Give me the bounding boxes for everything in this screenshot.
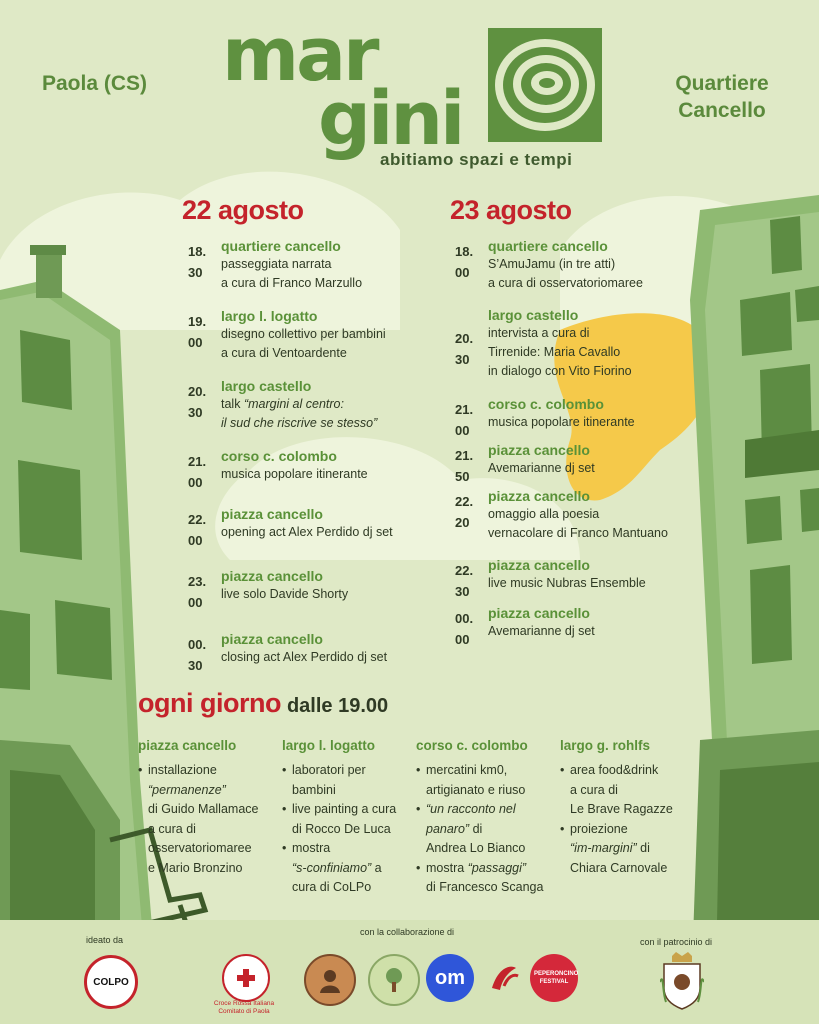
event-place: largo castello bbox=[488, 307, 579, 323]
event-desc: musica popolare itinerante bbox=[221, 467, 368, 481]
event-desc: opening act Alex Perdido dj set bbox=[221, 525, 393, 539]
event-place: piazza cancello bbox=[488, 557, 590, 573]
event-hour: 20. bbox=[455, 331, 474, 346]
event-place: largo l. logatto bbox=[221, 308, 318, 324]
tree-icon bbox=[380, 966, 408, 994]
event-desc: disegno collettivo per bambini a cura di Ventoardente bbox=[221, 327, 386, 360]
event-place: largo castello bbox=[221, 378, 312, 394]
event-desc: S’AmuJamu (in tre atti) a cura di osservatoriomaree bbox=[488, 257, 643, 290]
city-label: Paola (CS) bbox=[42, 72, 148, 95]
peperoncino-festival-logo: PEPERONCINO FESTIVAL bbox=[530, 954, 578, 1002]
brave-ragazze-logo bbox=[304, 954, 356, 1006]
list-item: • live painting a cura bbox=[282, 800, 422, 820]
event-hour: 00. bbox=[188, 637, 207, 652]
stare-logo bbox=[482, 956, 526, 1000]
event-place: corso c. colombo bbox=[221, 448, 337, 464]
list-item: • mostra bbox=[282, 839, 422, 859]
stare-icon bbox=[484, 958, 524, 998]
event-hour: 00. bbox=[455, 611, 474, 626]
paola-coat-of-arms-icon bbox=[660, 952, 704, 1010]
everyday-heading bbox=[138, 688, 388, 719]
quarter-label bbox=[652, 70, 792, 124]
portrait-icon bbox=[315, 965, 345, 995]
event-desc: closing act Alex Perdido dj set bbox=[221, 650, 388, 664]
event-place: piazza cancello bbox=[488, 488, 590, 504]
list-item: • installazione bbox=[138, 761, 278, 781]
footer-patrocinio-label: con il patrocinio di bbox=[640, 937, 713, 947]
event-desc: live music Nubras Ensemble bbox=[488, 576, 646, 590]
event-desc: Avemarianne dj set bbox=[488, 461, 595, 475]
event-desc: musica popolare itinerante bbox=[488, 415, 635, 429]
event-desc: intervista a cura di Tirrenide: Maria Cavallo in dialogo con Vito Fiorino bbox=[488, 326, 632, 378]
day1-title: 22 agosto bbox=[182, 195, 304, 225]
logo-word-2: gini bbox=[318, 76, 463, 162]
event-hour: 21. bbox=[188, 454, 207, 469]
om-logo: om bbox=[426, 954, 474, 1002]
event-desc: omaggio alla poesia vernacolare di Franco Mantuano bbox=[488, 507, 668, 540]
event-desc: passeggiata narrata a cura di Franco Marzullo bbox=[221, 257, 363, 290]
terra-logo bbox=[368, 954, 420, 1006]
col-place: piazza cancello bbox=[138, 738, 237, 753]
event-hour: 22. bbox=[455, 563, 474, 578]
event-hour: 18. bbox=[188, 244, 207, 259]
event-desc: Avemarianne dj set bbox=[488, 624, 595, 638]
col-place: largo g. rohlfs bbox=[560, 738, 651, 753]
event-place: quartiere cancello bbox=[221, 238, 341, 254]
quarter-line-1: Quartiere bbox=[675, 72, 769, 95]
day2-title: 23 agosto bbox=[450, 195, 572, 225]
event-place: piazza cancello bbox=[221, 568, 323, 584]
list-item: • mercatini km0, bbox=[416, 761, 556, 781]
red-cross-icon bbox=[236, 968, 256, 988]
col-place: largo l. logatto bbox=[282, 738, 375, 753]
event-hour: 20. bbox=[188, 384, 207, 399]
event-hour: 23. bbox=[188, 574, 207, 589]
everyday-title: ogni giorno bbox=[138, 688, 281, 718]
list-item: • laboratori per bbox=[282, 761, 422, 781]
event-desc: talk “margini al centro: il sud che riscrive se stesso” bbox=[221, 397, 378, 430]
red-cross-caption: Croce Rossa Italiana Comitato di Paola bbox=[213, 1000, 275, 1015]
red-cross-logo bbox=[222, 954, 270, 1002]
event-minute: 00 bbox=[188, 335, 203, 350]
event-minute: 00 bbox=[455, 632, 470, 647]
event-place: piazza cancello bbox=[221, 631, 323, 647]
everyday-col-1: piazza cancello • installazione “permanenze” di Guido Mallamace a cura di osservatoriomaree e Mario Bronzino bbox=[138, 738, 278, 878]
everyday-col-3: corso c. colombo • mercatini km0, artigianato e riuso • “un racconto nel panaro” di Andrea Lo Bianco • mostra “passaggi” di Francesco Scanga bbox=[416, 738, 556, 898]
event-minute: 50 bbox=[455, 469, 470, 484]
logo-spiral-icon bbox=[488, 28, 602, 142]
list-item: • “un racconto nel bbox=[416, 800, 556, 820]
col-place: corso c. colombo bbox=[416, 738, 528, 753]
event-hour: 21. bbox=[455, 448, 474, 463]
event-hour: 19. bbox=[188, 314, 207, 329]
event-minute: 30 bbox=[455, 352, 470, 367]
event-minute: 20 bbox=[455, 515, 470, 530]
event-minute: 00 bbox=[188, 475, 203, 490]
everyday-time: dalle 19.00 bbox=[286, 695, 389, 717]
footer-ideato-label: ideato da bbox=[86, 935, 124, 945]
list-item: • proiezione bbox=[560, 820, 700, 840]
tagline: abitiamo spazi e tempi bbox=[380, 150, 573, 169]
event-desc: live solo Davide Shorty bbox=[221, 587, 349, 601]
quarter-line-2: Cancello bbox=[678, 99, 766, 122]
event-minute: 30 bbox=[188, 658, 203, 673]
event-minute: 00 bbox=[455, 265, 470, 280]
logo-word-1: mar bbox=[222, 12, 377, 98]
event-place: piazza cancello bbox=[488, 442, 590, 458]
event-minute: 00 bbox=[188, 595, 203, 610]
footer-collab-label: con la collaborazione di bbox=[360, 927, 455, 937]
event-hour: 22. bbox=[188, 512, 207, 527]
event-minute: 00 bbox=[455, 423, 470, 438]
everyday-col-4: largo g. rohlfs • area food&drink a cura di Le Brave Ragazze • proiezione “im-margini” di Chiara Carnovale bbox=[560, 738, 700, 878]
event-minute: 30 bbox=[455, 584, 470, 599]
event-hour: 21. bbox=[455, 402, 474, 417]
everyday-col-2: largo l. logatto • laboratori per bambini • live painting a cura di Rocco De Luca • mostra “s-confiniamo” a cura di CoLPo bbox=[282, 738, 422, 898]
event-minute: 00 bbox=[188, 533, 203, 548]
event-minute: 30 bbox=[188, 405, 203, 420]
event-hour: 22. bbox=[455, 494, 474, 509]
event-place: corso c. colombo bbox=[488, 396, 604, 412]
event-place: piazza cancello bbox=[488, 605, 590, 621]
event-place: piazza cancello bbox=[221, 506, 323, 522]
event-place: quartiere cancello bbox=[488, 238, 608, 254]
list-item: • mostra “passaggi” bbox=[416, 859, 556, 879]
event-minute: 30 bbox=[188, 265, 203, 280]
colpo-logo: COLPO bbox=[84, 955, 138, 1009]
list-item: • area food&drink bbox=[560, 761, 700, 781]
event-hour: 18. bbox=[455, 244, 474, 259]
